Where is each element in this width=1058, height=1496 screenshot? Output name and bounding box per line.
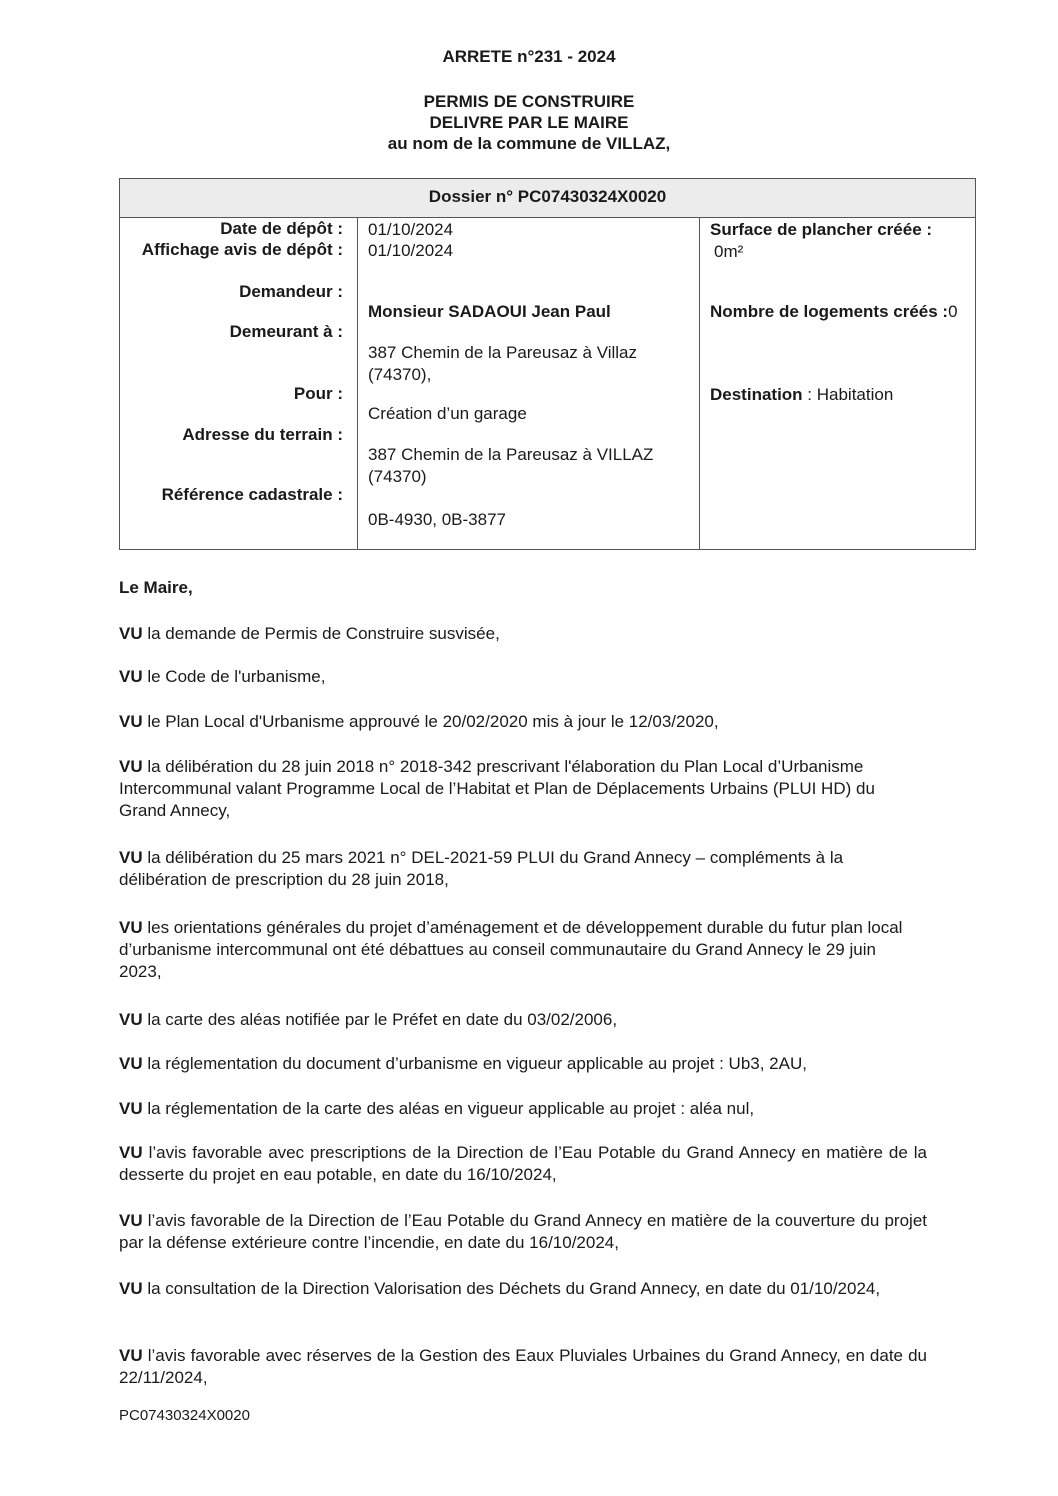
footer-reference: PC07430324X0020 (119, 1407, 250, 1424)
date-depot-label: Date de dépôt : (220, 219, 343, 238)
column-divider (357, 217, 358, 549)
vu-paragraph: VU la réglementation de la carte des aléas en vigueur applicable au projet : aléa nul, (119, 1099, 755, 1118)
permit-title: PERMIS DE CONSTRUIRE (423, 92, 635, 111)
permit-heading (0, 91, 1058, 154)
destination-row (710, 384, 975, 406)
adresse-terrain-value: 387 Chemin de la Pareusaz à VILLAZ (74370) (368, 445, 654, 486)
date-depot-value: 01/10/2024 (368, 220, 454, 239)
vu-paragraph: VU l’avis favorable de la Direction de l’Eau Potable du Grand Annecy en matière de la couverture du projet par la défense extérieure contre l’incendie, en date du 16/10/2024, (119, 1211, 927, 1252)
dossier-box (119, 178, 976, 550)
destination-value: : Habitation (802, 385, 894, 404)
dossier-number: Dossier n° PC07430324X0020 (120, 179, 975, 218)
affichage-label: Affichage avis de dépôt : (141, 240, 343, 259)
reference-cadastrale-value: 0B-4930, 0B-3877 (368, 510, 506, 529)
permit-commune: au nom de la commune de VILLAZ, (387, 134, 671, 153)
demeurant-value: 387 Chemin de la Pareusaz à Villaz (74370), (368, 343, 638, 384)
le-maire: Le Maire, (119, 578, 193, 597)
vu-paragraph: VU le Plan Local d'Urbanisme approuvé le 20/02/2020 mis à jour le 12/03/2020, (119, 712, 719, 731)
destination-label: Destination (710, 385, 803, 404)
surface-label: Surface de plancher créée : (710, 220, 933, 239)
demandeur-label: Demandeur : (239, 282, 343, 301)
demeurant-label: Demeurant à : (229, 322, 343, 341)
vu-paragraph: VU la consultation de la Direction Valorisation des Déchets du Grand Annecy, en date du 01/10/2024, (119, 1279, 881, 1298)
arrete-number: ARRETE n°231 - 2024 (442, 47, 616, 66)
logements-label: Nombre de logements créés : (710, 302, 949, 321)
vu-paragraph: VU la délibération du 28 juin 2018 n° 2018-342 prescrivant l'élaboration du Plan Local d’Urbanisme Intercommunal valant Programme Local de l’Habitat et Plan de Déplacements Urbains (PLUI HD) du Grand Annecy, (119, 757, 875, 820)
affichage-value: 01/10/2024 (368, 241, 454, 260)
vu-paragraph: VU la carte des aléas notifiée par le Préfet en date du 03/02/2006, (119, 1010, 618, 1029)
vu-paragraph: VU la réglementation du document d’urbanisme en vigueur applicable au projet : Ub3, 2AU, (119, 1054, 807, 1073)
demandeur-value: Monsieur SADAOUI Jean Paul (368, 302, 611, 321)
pour-value: Création d’un garage (368, 404, 527, 423)
vu-paragraph: VU l’avis favorable avec prescriptions de la Direction de l’Eau Potable du Grand Annecy en matière de la desserte du projet en eau potable, en date du 16/10/2024, (119, 1143, 927, 1184)
logements-value: 0 (948, 302, 958, 321)
column-divider (699, 217, 700, 549)
reference-cadastrale-label: Référence cadastrale : (161, 485, 343, 504)
vu-paragraph: VU l’avis favorable avec réserves de la Gestion des Eaux Pluviales Urbaines du Grand Annecy, en date du 22/11/2024, (119, 1346, 927, 1387)
surface-value: 0m² (714, 242, 744, 261)
vu-paragraph: VU le Code de l'urbanisme, (119, 667, 326, 686)
vu-paragraph: VU la demande de Permis de Construire susvisée, (119, 624, 500, 643)
pour-label: Pour : (293, 384, 343, 403)
logements-row (710, 301, 975, 323)
adresse-terrain-label: Adresse du terrain : (182, 425, 343, 444)
permit-issuer: DELIVRE PAR LE MAIRE (429, 113, 629, 132)
vu-paragraph: VU les orientations générales du projet d’aménagement et de développement durable du futur plan local d’urbanisme intercommunal ont été débattues au conseil communautaire du Grand Annecy le 29 juin 2023, (119, 918, 903, 981)
vu-paragraph: VU la délibération du 25 mars 2021 n° DEL-2021-59 PLUI du Grand Annecy – compléments à la délibération de prescription du 28 juin 2018, (119, 848, 844, 889)
